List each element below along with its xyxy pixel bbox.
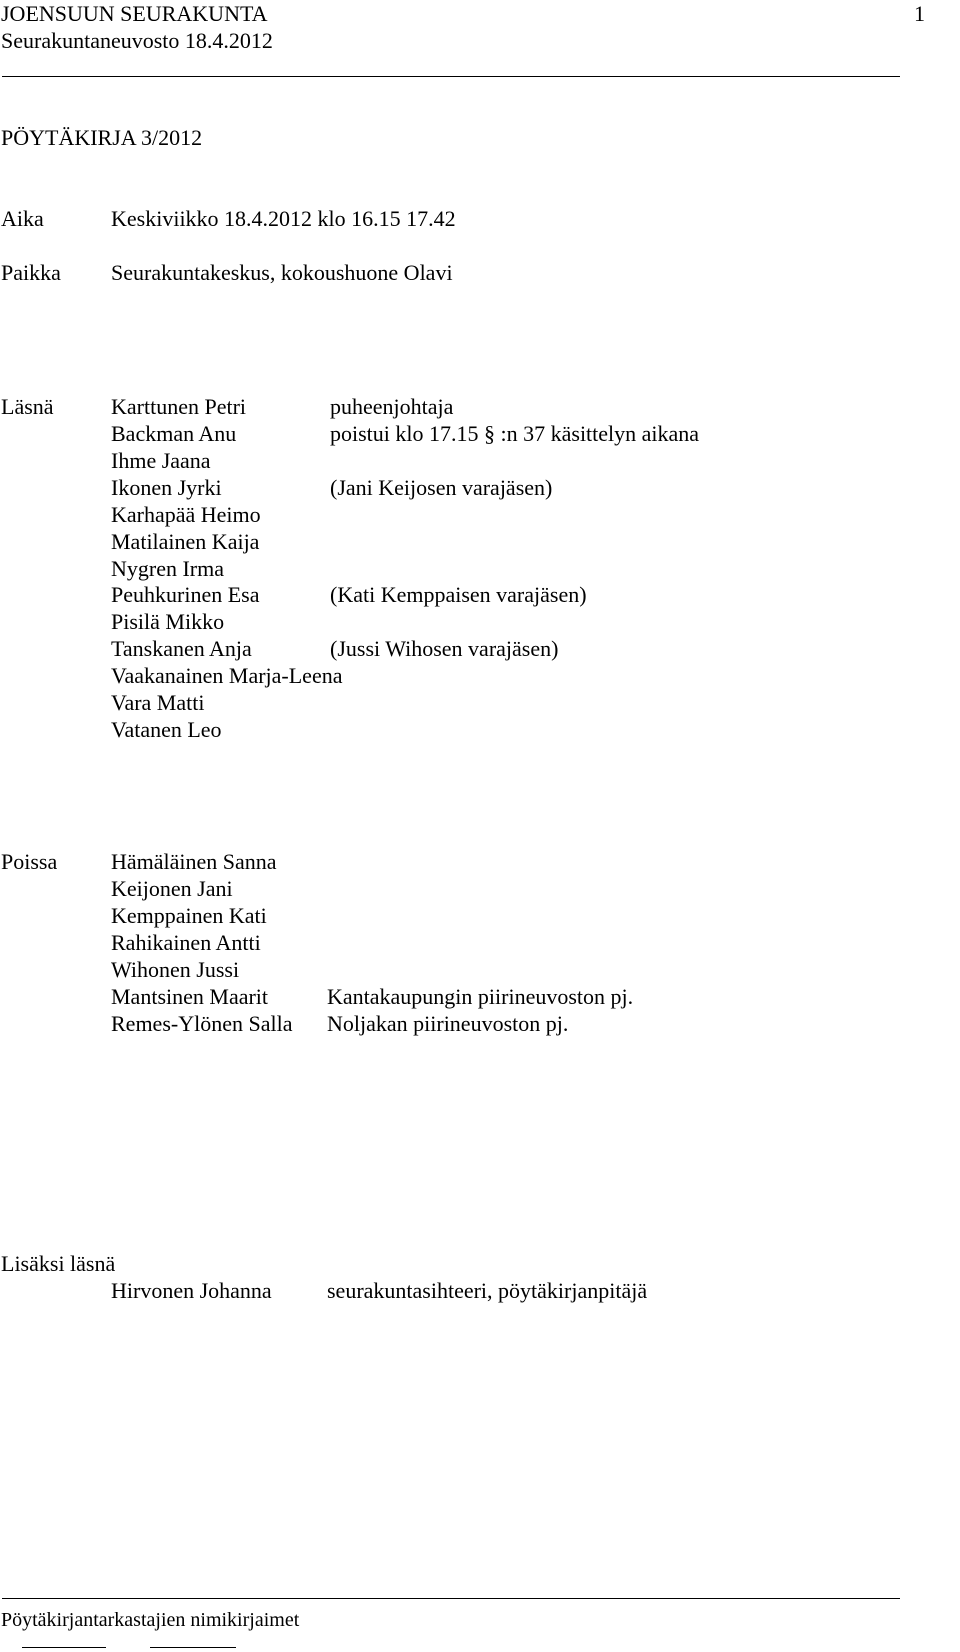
present-member-note: puheenjohtaja <box>330 394 454 419</box>
present-member-name: Nygren Irma <box>111 555 225 581</box>
present-member-name: Ihme Jaana <box>111 447 211 473</box>
footer-divider <box>2 1598 900 1599</box>
also-present-label: Lisäksi läsnä <box>1 1251 116 1276</box>
present-member-note: (Jani Keijosen varajäsen) <box>330 474 553 500</box>
organization-name: JOENSUUN SEURAKUNTA <box>1 1 268 26</box>
footer-label: Pöytäkirjantarkastajien nimikirjaimet <box>1 1609 300 1631</box>
present-member-name: Backman Anu <box>111 420 237 446</box>
also-present-role: seurakuntasihteeri, pöytäkirjanpitäjä <box>327 1278 648 1303</box>
time-value: Keskiviikko 18.4.2012 klo 16.15 17.42 <box>111 206 456 231</box>
present-member-name: Vara Matti <box>111 690 205 716</box>
also-present-name: Hirvonen Johanna <box>111 1278 272 1303</box>
absent-label: Poissa <box>1 849 58 874</box>
present-member-name: Peuhkurinen Esa <box>111 582 260 608</box>
present-member-note: (Kati Kemppaisen varajäsen) <box>330 582 587 608</box>
present-member-name: Vatanen Leo <box>111 717 222 743</box>
absent-member-note: Kantakaupungin piirineuvoston pj. <box>327 984 634 1009</box>
document-title: PÖYTÄKIRJA 3/2012 <box>1 125 203 150</box>
present-member-name: Karttunen Petri <box>111 394 247 419</box>
absent-member-name: Keijonen Jani <box>111 876 233 901</box>
meeting-name: Seurakuntaneuvosto 18.4.2012 <box>1 28 273 53</box>
place-label: Paikka <box>1 260 61 285</box>
present-member-note: (Jussi Wihosen varajäsen) <box>330 636 559 662</box>
signature-line-2 <box>150 1647 236 1648</box>
header-divider <box>2 76 900 77</box>
page-number: 1 <box>914 1 925 26</box>
present-member-name: Ikonen Jyrki <box>111 474 222 500</box>
present-member-name: Karhapää Heimo <box>111 501 261 527</box>
time-label: Aika <box>1 206 44 231</box>
absent-member-name: Remes-Ylönen Salla <box>111 1011 293 1036</box>
present-member-note: poistui klo 17.15 § :n 37 käsittelyn aikana <box>330 420 700 446</box>
present-member-name: Tanskanen Anja <box>111 636 252 662</box>
absent-member-name: Kemppainen Kati <box>111 903 267 928</box>
signature-line-1 <box>22 1647 106 1648</box>
absent-member-name: Hämäläinen Sanna <box>111 849 277 874</box>
absent-member-name: Mantsinen Maarit <box>111 984 269 1009</box>
present-member-name: Vaakanainen Marja-Leena <box>111 663 343 689</box>
absent-member-name: Rahikainen Antti <box>111 930 261 955</box>
absent-member-name: Wihonen Jussi <box>111 957 240 982</box>
present-member-name: Pisilä Mikko <box>111 609 225 635</box>
place-value: Seurakuntakeskus, kokoushuone Olavi <box>111 260 453 285</box>
present-member-name: Matilainen Kaija <box>111 528 260 554</box>
absent-member-note: Noljakan piirineuvoston pj. <box>327 1011 569 1036</box>
present-label: Läsnä <box>1 394 54 419</box>
